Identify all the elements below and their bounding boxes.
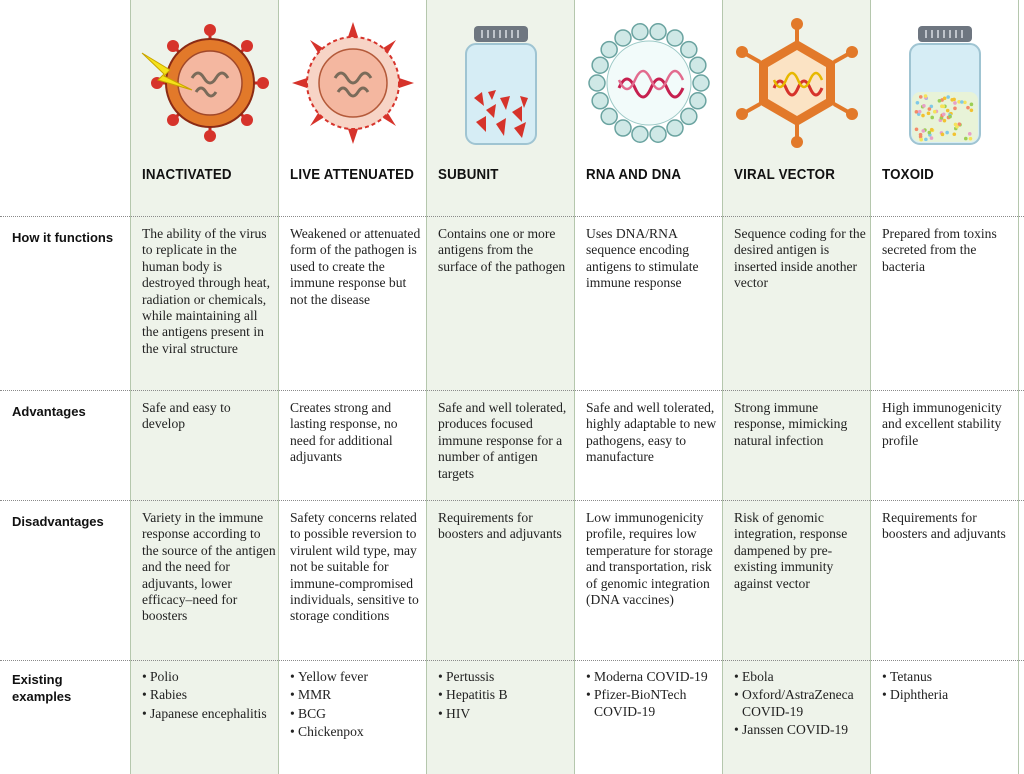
row-label-disadvantages: Disadvantages — [12, 514, 104, 529]
cell-examples — [586, 669, 721, 722]
cell-disadvantages: Risk of genomic integration, response dampened by pre-existing immunity against vector — [734, 510, 848, 591]
example-item: • Rabies — [142, 687, 277, 703]
cell-disadvantages: Requirements for boosters and adjuvants — [438, 510, 562, 542]
cell-function: Contains one or more antigens from the surface of the pathogen — [438, 226, 566, 274]
example-item: • BCG — [290, 706, 425, 722]
example-item: • Chickenpox — [290, 724, 425, 740]
example-item: • Tetanus — [882, 669, 1017, 685]
cell-advantages: High immunogenicity and excellent stability profile — [882, 400, 1002, 448]
column-header-toxoid: TOXOID — [882, 167, 935, 183]
row-label-function: How it functions — [12, 230, 114, 245]
example-item: • Moderna COVID-19 — [586, 669, 721, 685]
row-divider — [0, 390, 1024, 391]
subunit-jar-icon — [427, 18, 574, 148]
cell-examples — [882, 669, 1017, 706]
toxoid-jar-icon — [871, 18, 1018, 148]
column-header-inactivated: INACTIVATED — [142, 167, 232, 183]
cell-examples — [438, 669, 573, 724]
example-item: • Janssen COVID-19 — [734, 722, 869, 738]
cell-function: Sequence coding for the desired antigen is inserted inside another vector — [734, 226, 866, 291]
example-item: • Pertussis — [438, 669, 573, 685]
cell-examples — [142, 669, 277, 724]
example-item: • Polio — [142, 669, 277, 685]
cell-advantages: Safe and well tolerated, highly adaptable to new pathogens, easy to manufacture — [586, 400, 717, 465]
row-divider — [0, 500, 1024, 501]
example-item: • Pfizer-BioNTech COVID-19 — [586, 687, 721, 720]
column-header-live-attenuated: LIVE ATTENUATED — [290, 167, 415, 183]
row-divider — [0, 216, 1024, 217]
cell-function: The ability of the virus to replicate in the human body is destroyed through heat, radiation or chemicals, while maintaining all the antigens present in the viral structure — [142, 226, 270, 356]
example-item: • HIV — [438, 706, 573, 722]
live-attenuated-virus-icon — [279, 18, 426, 148]
viral-vector-icon — [723, 18, 870, 148]
column-header-viral-vector: VIRAL VECTOR — [734, 167, 836, 183]
example-item: • Yellow fever — [290, 669, 425, 685]
cell-advantages: Safe and easy to develop — [142, 400, 231, 432]
cell-examples — [734, 669, 869, 741]
cell-disadvantages: Safety concerns related to possible reversion to virulent wild type, may not be suitable for immune-compromised individuals, sensitive to storage conditions — [290, 510, 419, 624]
cell-function: Uses DNA/RNA sequence encoding antigens to stimulate immune response — [586, 226, 699, 291]
column-header-rna-dna: RNA AND DNA — [586, 167, 682, 183]
cell-function: Prepared from toxins secreted from the bacteria — [882, 226, 997, 274]
example-item: • Oxford/AstraZeneca COVID-19 — [734, 687, 869, 720]
cell-examples — [290, 669, 425, 743]
cell-function: Weakened or attenuated form of the pathogen is used to create the immune response but not the disease — [290, 226, 421, 307]
inactivated-virus-icon — [131, 18, 278, 148]
row-label-advantages: Advantages — [12, 404, 86, 419]
cell-advantages: Creates strong and lasting response, no need for additional adjuvants — [290, 400, 398, 465]
cell-disadvantages: Requirements for boosters and adjuvants — [882, 510, 1006, 542]
example-item: • Ebola — [734, 669, 869, 685]
row-divider — [0, 660, 1024, 661]
example-item: • Diphtheria — [882, 687, 1017, 703]
cell-disadvantages: Low immunogenicity profile, requires low temperature for storage and transportation, risk of genomic integration (DNA vaccines) — [586, 510, 713, 608]
row-label-examples: Existing examples — [12, 672, 72, 704]
example-item: • Japanese encephalitis — [142, 706, 277, 722]
example-item: • Hepatitis B — [438, 687, 573, 703]
column-header-subunit: SUBUNIT — [438, 167, 499, 183]
cell-disadvantages: Variety in the immune response according to the source of the antigen and the need for adjuvants, lower efficacy–need for boosters — [142, 510, 276, 624]
rna-dna-lipid-icon — [575, 18, 722, 148]
cell-advantages: Safe and well tolerated, produces focused immune response for a number of antigen targets — [438, 400, 567, 481]
example-item: • MMR — [290, 687, 425, 703]
cell-advantages: Strong immune response, mimicking natural infection — [734, 400, 848, 448]
